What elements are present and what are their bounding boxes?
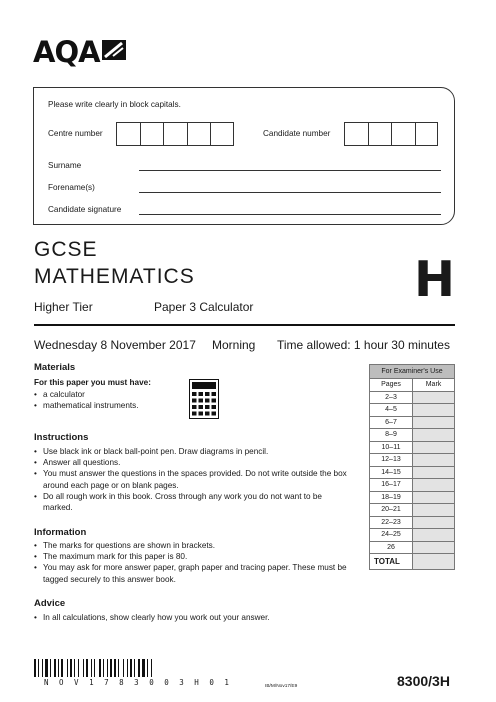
- tier-label: Higher Tier: [34, 300, 93, 314]
- exam-session: Morning: [212, 338, 256, 352]
- candidate-number-boxes[interactable]: [344, 122, 438, 146]
- table-row: [370, 416, 455, 429]
- list-item: • The marks for questions are shown in brackets.: [34, 540, 348, 551]
- centre-number-label: Centre number: [48, 129, 103, 138]
- candidate-number-digit[interactable]: [344, 122, 368, 146]
- information-heading: Information: [34, 527, 87, 538]
- mark-cell[interactable]: [413, 529, 455, 542]
- candidate-number-digit[interactable]: [391, 122, 415, 146]
- pages-cell: 8–9: [370, 429, 413, 442]
- pages-cell: 22–23: [370, 516, 413, 529]
- list-item: • In all calculations, show clearly how you work out your answer.: [34, 612, 348, 623]
- pages-cell: 12–13: [370, 454, 413, 467]
- mark-cell[interactable]: [413, 491, 455, 504]
- examiner-use-table: [369, 364, 455, 570]
- total-label: TOTAL: [370, 554, 413, 570]
- instructions-heading: Instructions: [34, 432, 89, 443]
- list-item: • Use black ink or black ball-point pen. Draw diagrams in pencil.: [34, 446, 348, 457]
- mark-cell[interactable]: [413, 429, 455, 442]
- table-row: [370, 454, 455, 467]
- mark-cell[interactable]: [413, 504, 455, 517]
- table-row: [370, 429, 455, 442]
- pages-cell: 16–17: [370, 479, 413, 492]
- exam-date: Wednesday 8 November 2017: [34, 338, 196, 352]
- mark-cell[interactable]: [413, 404, 455, 417]
- information-list: [34, 540, 348, 585]
- table-row: [370, 466, 455, 479]
- centre-number-digit[interactable]: [210, 122, 234, 146]
- calculator-icon: [189, 379, 219, 419]
- table-row: [370, 554, 455, 570]
- list-item: • You may ask for more answer paper, graph paper and tracing paper. These must be tagged securely to this answer book.: [34, 562, 348, 584]
- centre-number-digit[interactable]: [187, 122, 211, 146]
- centre-number-digit[interactable]: [140, 122, 164, 146]
- centre-number-boxes[interactable]: [116, 122, 234, 146]
- pages-cell: 2–3: [370, 391, 413, 404]
- mark-cell[interactable]: [413, 391, 455, 404]
- list-item: • The maximum mark for this paper is 80.: [34, 551, 348, 562]
- pages-cell: 26: [370, 541, 413, 554]
- paper-label: Paper 3 Calculator: [154, 300, 254, 314]
- forenames-line[interactable]: [139, 192, 441, 193]
- table-row: [370, 391, 455, 404]
- mark-cell[interactable]: [413, 479, 455, 492]
- barcode: [34, 659, 184, 677]
- mark-cell[interactable]: [413, 441, 455, 454]
- candidate-number-label: Candidate number: [263, 129, 331, 138]
- surname-line[interactable]: [139, 170, 441, 171]
- aqa-leaf-icon: [101, 39, 127, 61]
- forenames-label: Forename(s): [48, 183, 95, 192]
- pages-cell: 18–19: [370, 491, 413, 504]
- qualification-title: GCSE: [34, 238, 98, 261]
- materials-subheading: For this paper you must have:: [34, 378, 151, 387]
- list-item: • a calculator: [34, 389, 348, 400]
- centre-number-digit[interactable]: [163, 122, 187, 146]
- barcode-text: N O V 1 7 8 3 0 0 3 H 0 1: [44, 678, 232, 687]
- examiner-table-title: For Examiner's Use: [370, 365, 455, 379]
- pages-cell: 4–5: [370, 404, 413, 417]
- materials-heading: Materials: [34, 362, 76, 373]
- instructions-list: [34, 446, 348, 513]
- time-allowed: Time allowed: 1 hour 30 minutes: [277, 338, 450, 352]
- list-item: • Do all rough work in this book. Cross through any work you do not want to be marked.: [34, 491, 348, 513]
- mark-cell[interactable]: [413, 466, 455, 479]
- surname-label: Surname: [48, 161, 82, 170]
- title-divider: [34, 324, 455, 326]
- signature-label: Candidate signature: [48, 205, 122, 214]
- pages-cell: 10–11: [370, 441, 413, 454]
- centre-number-digit[interactable]: [116, 122, 140, 146]
- table-row: [370, 441, 455, 454]
- advice-list: [34, 612, 348, 623]
- table-row: [370, 504, 455, 517]
- logo-text: AQA: [33, 35, 100, 69]
- advice-heading: Advice: [34, 598, 66, 609]
- table-row: [370, 541, 455, 554]
- list-item: • mathematical instruments.: [34, 400, 348, 411]
- candidate-number-digit[interactable]: [415, 122, 439, 146]
- total-mark-cell[interactable]: [413, 554, 455, 570]
- mark-cell[interactable]: [413, 541, 455, 554]
- block-capitals-instruction: Please write clearly in block capitals.: [48, 100, 181, 109]
- document-reference: IB/M/Nov17/E9: [265, 684, 298, 689]
- pages-cell: 14–15: [370, 466, 413, 479]
- signature-line[interactable]: [139, 214, 441, 215]
- candidate-number-digit[interactable]: [368, 122, 392, 146]
- mark-cell[interactable]: [413, 516, 455, 529]
- aqa-logo: [33, 35, 127, 69]
- tier-letter: H: [414, 251, 456, 308]
- mark-column-header: Mark: [413, 379, 455, 392]
- table-row: [370, 516, 455, 529]
- subject-title: MATHEMATICS: [34, 265, 195, 288]
- mark-cell[interactable]: [413, 416, 455, 429]
- pages-column-header: Pages: [370, 379, 413, 392]
- list-item: • Answer all questions.: [34, 457, 348, 468]
- table-row: [370, 491, 455, 504]
- candidate-details-box: [33, 87, 455, 225]
- table-row: [370, 479, 455, 492]
- paper-code: 8300/3H: [397, 673, 450, 689]
- table-row: [370, 529, 455, 542]
- list-item: • You must answer the questions in the spaces provided. Do not write outside the box around each page or on blank pages.: [34, 468, 348, 490]
- pages-cell: 20–21: [370, 504, 413, 517]
- pages-cell: 6–7: [370, 416, 413, 429]
- table-row: [370, 404, 455, 417]
- mark-cell[interactable]: [413, 454, 455, 467]
- pages-cell: 24–25: [370, 529, 413, 542]
